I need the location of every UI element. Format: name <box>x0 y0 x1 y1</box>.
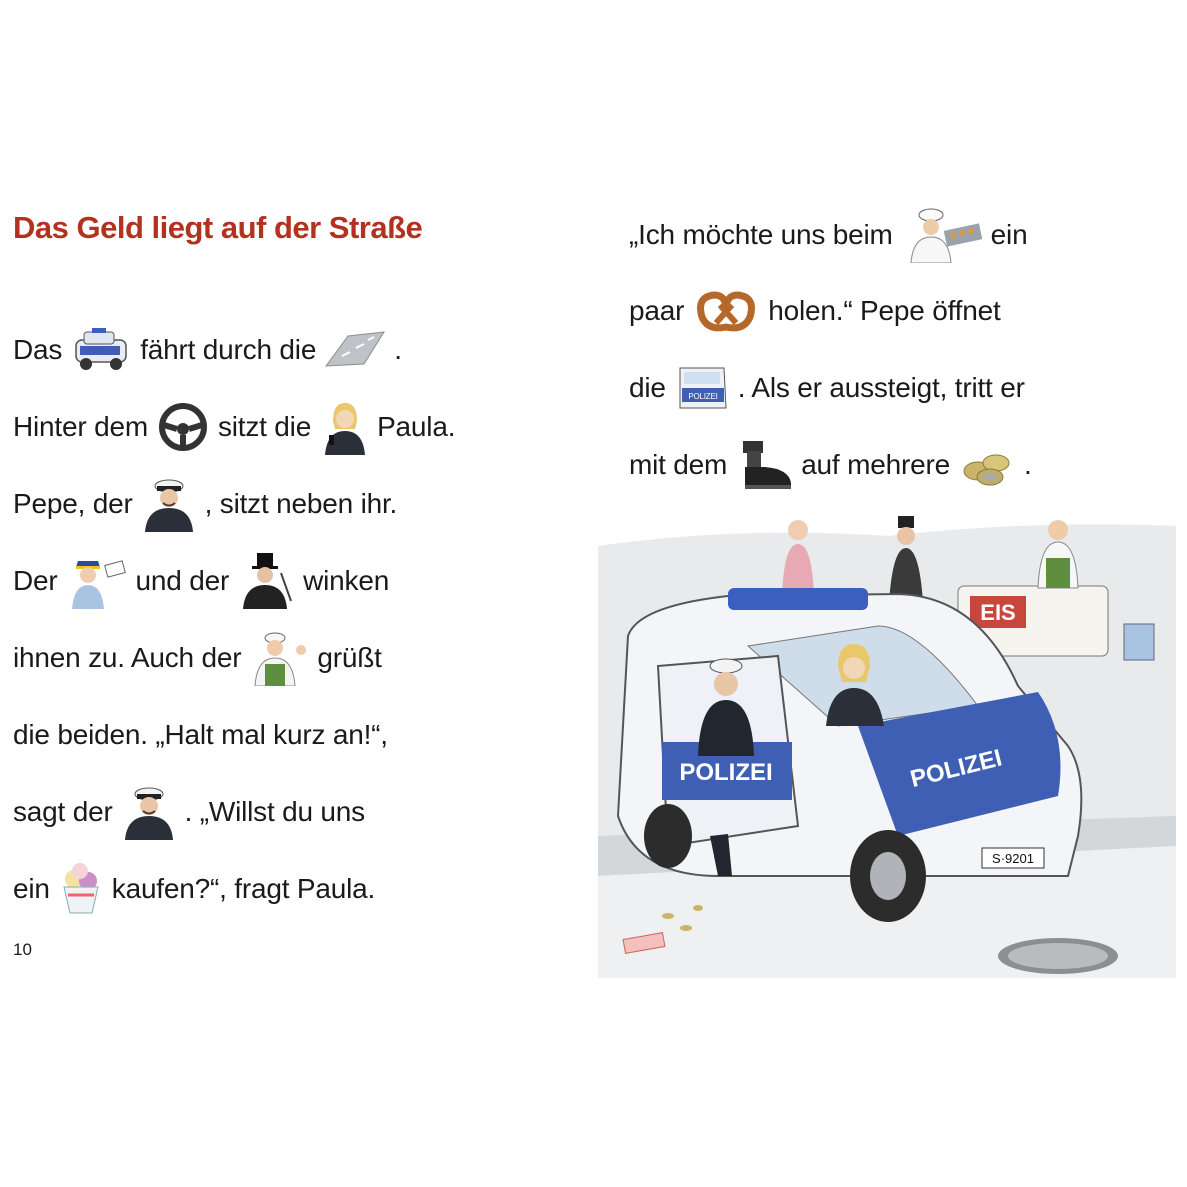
text-segment: Der <box>13 565 58 596</box>
text-segment: ein <box>990 219 1028 250</box>
car-side-text: POLIZEI <box>679 759 773 786</box>
page-number: 10 <box>13 940 32 959</box>
text-line-10 <box>629 281 1001 341</box>
policewoman-icon <box>319 399 369 455</box>
cart-sign-text: EIS <box>980 600 1016 625</box>
text-segment: holen.“ Pepe öffnet <box>768 295 1001 326</box>
text-line-5 <box>13 628 382 688</box>
svg-text:POLIZEI: POLIZEI <box>688 392 718 401</box>
pretzel-icon <box>692 283 760 339</box>
license-plate-text: S·9201 <box>992 851 1034 866</box>
text-segment: Paula. <box>377 411 456 442</box>
text-segment: auf mehrere <box>801 449 950 480</box>
chimney-sweep-icon <box>237 553 295 609</box>
text-line-8 <box>13 859 375 919</box>
text-segment: ein <box>13 873 50 904</box>
ice-cream-cup-icon <box>58 861 104 917</box>
left-page <box>0 0 590 1187</box>
text-line-2 <box>13 397 455 457</box>
text-segment: fährt durch die <box>140 334 317 365</box>
text-segment: mit dem <box>629 449 728 480</box>
road-icon <box>324 322 386 378</box>
text-line-4 <box>13 551 389 611</box>
coins-icon <box>958 437 1016 493</box>
text-segment: die beiden. „Halt mal kurz an!“, <box>13 719 388 750</box>
text-line-9 <box>629 205 1027 265</box>
steering-wheel-icon <box>156 399 210 455</box>
mail-carrier-icon <box>66 553 128 609</box>
text-segment: kaufen?“, fragt Paula. <box>111 873 376 904</box>
text-segment: . Als er aussteigt, tritt er <box>737 372 1025 403</box>
text-segment: Hinter dem <box>13 411 148 442</box>
text-segment: paar <box>629 295 685 326</box>
text-segment: und der <box>135 565 230 596</box>
text-segment: grüßt <box>317 642 382 673</box>
text-segment: winken <box>303 565 390 596</box>
policeman-icon <box>141 476 197 532</box>
text-line-1 <box>13 320 402 380</box>
text-segment: ihnen zu. Auch der <box>13 642 242 673</box>
text-segment: . <box>1023 449 1032 480</box>
policeman-icon <box>121 784 177 840</box>
text-line-12 <box>629 435 1032 495</box>
text-segment: Pepe, der <box>13 488 133 519</box>
text-line-11 <box>629 358 1025 418</box>
story-title: Das Geld liegt auf der Straße <box>13 210 423 245</box>
police-car-icon <box>70 322 132 378</box>
police-car-illustration <box>598 516 1176 978</box>
text-segment: , sitzt neben ihr. <box>204 488 398 519</box>
text-line-3 <box>13 474 397 534</box>
text-segment: . <box>394 334 402 365</box>
text-segment: sitzt die <box>217 411 312 442</box>
text-segment: sagt der <box>13 796 113 827</box>
text-segment: „Ich möchte uns beim <box>629 219 893 250</box>
ice-cream-vendor-icon <box>249 630 309 686</box>
car-door-icon <box>674 360 730 416</box>
text-line-6 <box>13 705 388 765</box>
text-segment: die <box>629 372 666 403</box>
text-line-7 <box>13 782 365 842</box>
baker-icon <box>901 207 983 263</box>
text-segment: Das <box>13 334 63 365</box>
car-front-text: POLIZEI <box>907 744 1005 794</box>
text-segment: . „Willst du uns <box>184 796 365 827</box>
boot-icon <box>735 437 793 493</box>
